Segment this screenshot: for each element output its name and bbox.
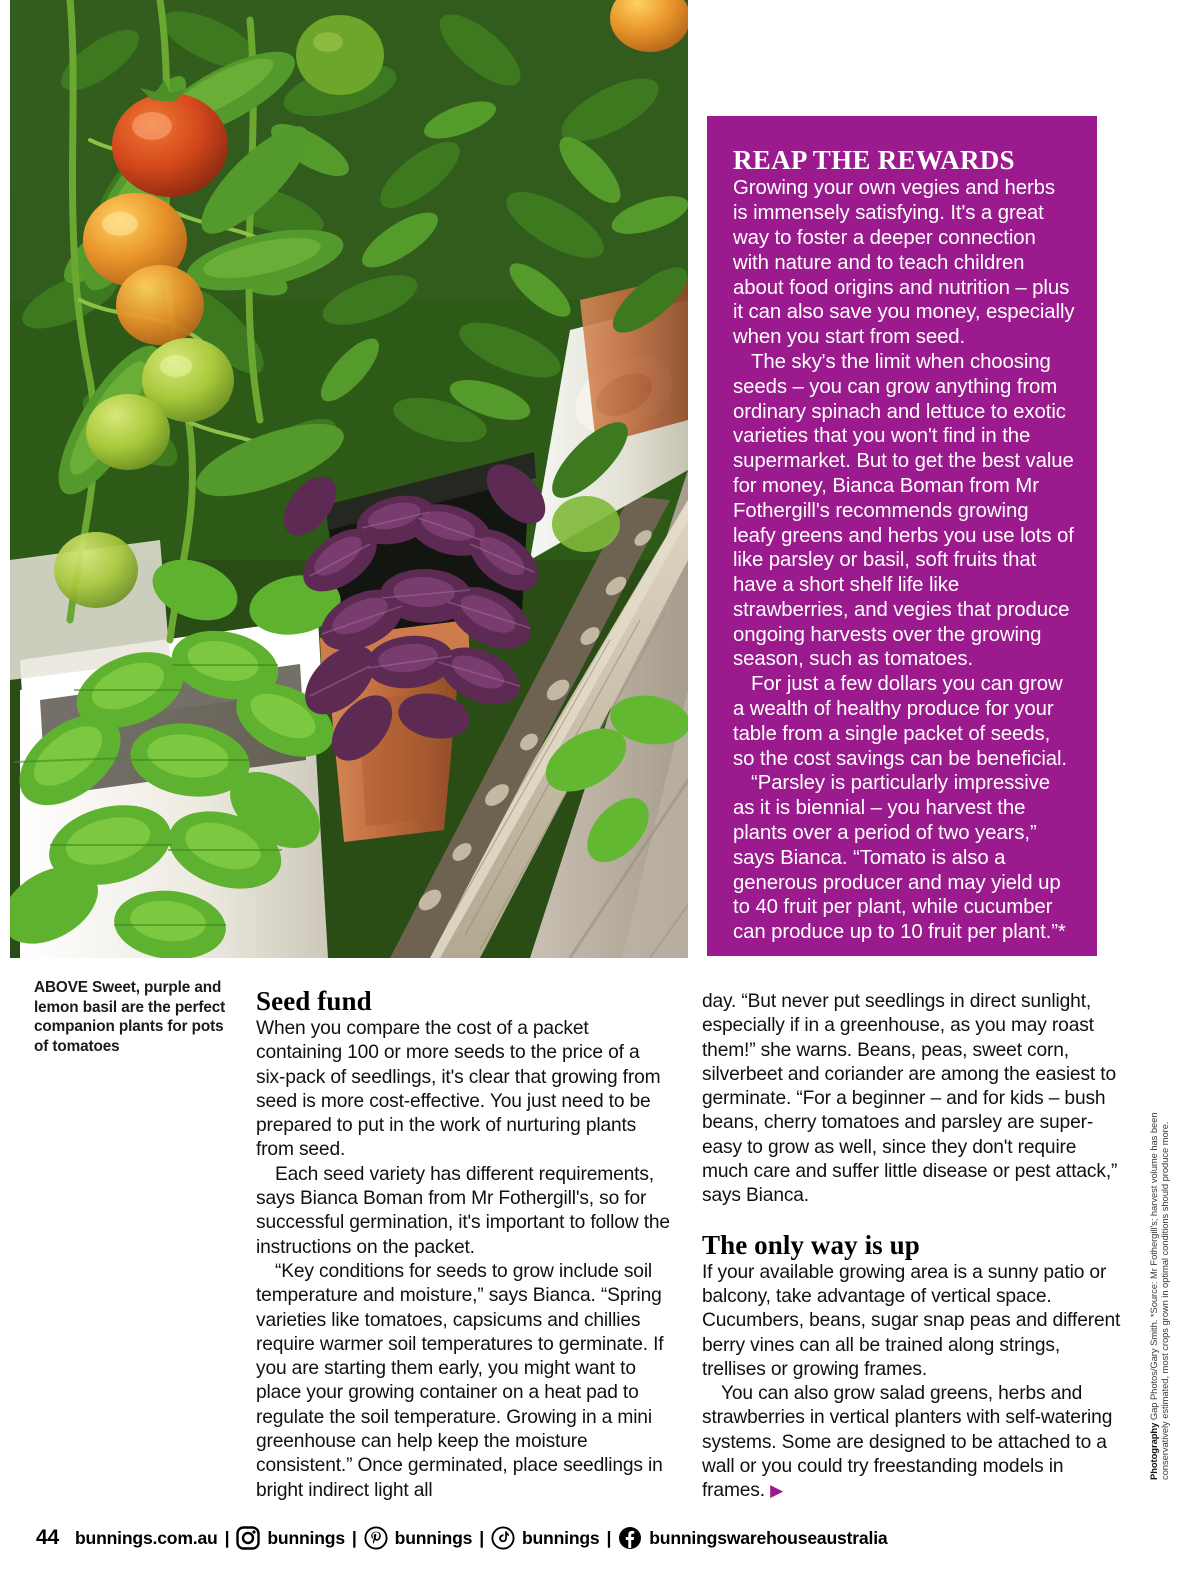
instagram-icon[interactable] xyxy=(236,1526,260,1550)
photo-caption: ABOVE Sweet, purple and lemon basil are the perfect companion plants for pots of tomatoes xyxy=(34,979,226,1055)
column-spacer xyxy=(702,1209,1122,1230)
hero-photo xyxy=(10,0,688,958)
credit-label: Photography xyxy=(1148,1422,1159,1480)
garden-photo-illustration xyxy=(10,0,688,958)
left-paragraph-3: “Key conditions for seeds to grow include soil temperature and moisture,” says Bianca. “Spring varieties like tomatoes, capsicums and chillies require warmer soil temperatures to germinate. If you are starting them early, you might want to place your growing container on a heat pad to regulate the soil temperature. Growing in a mini greenhouse can help keep the moisture consistent.” Once germinated, place seedlings in bright indirect light all xyxy=(256,1260,664,1501)
continue-arrow-icon: ▶ xyxy=(770,1481,784,1501)
section-heading-seed-fund: Seed fund xyxy=(256,986,372,1016)
panel-paragraph-3: For just a few dollars you can grow a wealth of healthy produce for your table from a single packet of seeds, so the cost savings can be beneficial. xyxy=(733,673,1067,770)
panel-title: REAP THE REWARDS xyxy=(733,145,1015,175)
footer-separator-1: | xyxy=(224,1527,230,1548)
tiktok-icon[interactable] xyxy=(491,1526,515,1550)
facebook-icon[interactable] xyxy=(618,1526,642,1550)
left-paragraph-1: When you compare the cost of a packet containing 100 or more seeds to the price of a six-pack of seedlings, it's clear that growing from seed is more cost-effective. You just need to be prepared to put in the work of nurturing plants from seed. xyxy=(256,1018,661,1161)
footer-website[interactable]: bunnings.com.au xyxy=(74,1527,218,1548)
pinterest-icon[interactable] xyxy=(364,1526,388,1550)
pinterest-handle[interactable]: bunnings xyxy=(394,1527,473,1548)
panel-paragraph-1: Growing your own vegies and herbs is immensely satisfying. It's a great way to foster a deeper connection with nature and to teach children about food origins and nutrition – plus it can also save you money, especially when you start from seed. xyxy=(733,177,1075,349)
article-column-right xyxy=(702,990,1122,1504)
panel-paragraph-2: The sky's the limit when choosing seeds – you can grow anything from ordinary spinach and lettuce to exotic varieties that you won't find in the supermarket. But to get the best value for money, Bianca Boman from Mr Fothergill's recommends growing leafy greens and herbs you use lots of like parsley or basil, soft fruits that have a short shelf life like strawberries, and vegies that produce ongoing harvests over the growing season, such as tomatoes. xyxy=(733,350,1074,671)
credit-text: Gap Photos/Gary Smith. *Source: Mr Fothergill's; harvest volume has been conservatively estimated, most crops grown in optimal conditions should produce more. xyxy=(1148,1112,1170,1480)
footer-separator-2: | xyxy=(351,1527,357,1548)
footer-separator-3: | xyxy=(479,1527,484,1548)
tiktok-handle[interactable]: bunnings xyxy=(521,1527,600,1548)
facebook-handle[interactable]: bunningswarehouseaustralia xyxy=(649,1527,888,1548)
page-footer xyxy=(36,1526,887,1550)
reap-the-rewards-panel xyxy=(707,116,1097,956)
page-number: 44 xyxy=(36,1526,59,1549)
photography-credit xyxy=(1148,1080,1170,1480)
instagram-handle[interactable]: bunnings xyxy=(267,1527,345,1548)
right-paragraph-2-text: You can also grow salad greens, herbs and strawberries in vertical planters with self-watering systems. Some are designed to be attached to a wall or you could try freestanding models in frames. xyxy=(702,1383,1113,1502)
right-continued-paragraph: day. “But never put seedlings in direct sunlight, especially if in a greenhouse, as you may roast them!” she warns. Beans, peas, sweet corn, silverbeet and coriander are among the easiest to germinate. “For a beginner – and for kids – bush beans, cherry tomatoes and parsley are super-easy to grow as well, since they don't require much care and suffer little disease or pest attack,” says Bianca. xyxy=(702,991,1118,1207)
footer-separator-4: | xyxy=(606,1527,612,1548)
left-paragraph-2: Each seed variety has different requirements, says Bianca Boman from Mr Fothergill's, so for successful germination, it's important to follow the instructions on the packet. xyxy=(256,1163,670,1258)
right-paragraph-1: If your available growing area is a sunny patio or balcony, take advantage of vertical space. Cucumbers, beans, sugar snap peas and different berry vines can all be trained along strings, trellises or growing frames. xyxy=(702,1261,1121,1380)
section-heading-the-only-way-is-up: The only way is up xyxy=(702,1229,920,1260)
article-column-left xyxy=(256,986,670,1503)
right-paragraph-2 xyxy=(702,1382,1122,1503)
panel-paragraph-4: “Parsley is particularly impressive as it is biennial – you harvest the plants over a period of two years,” says Bianca. “Tomato is also a generous producer and may yield up to 40 fruit per plant, while cucumber can produce up to 10 fruit per plant.”* xyxy=(733,772,1066,944)
